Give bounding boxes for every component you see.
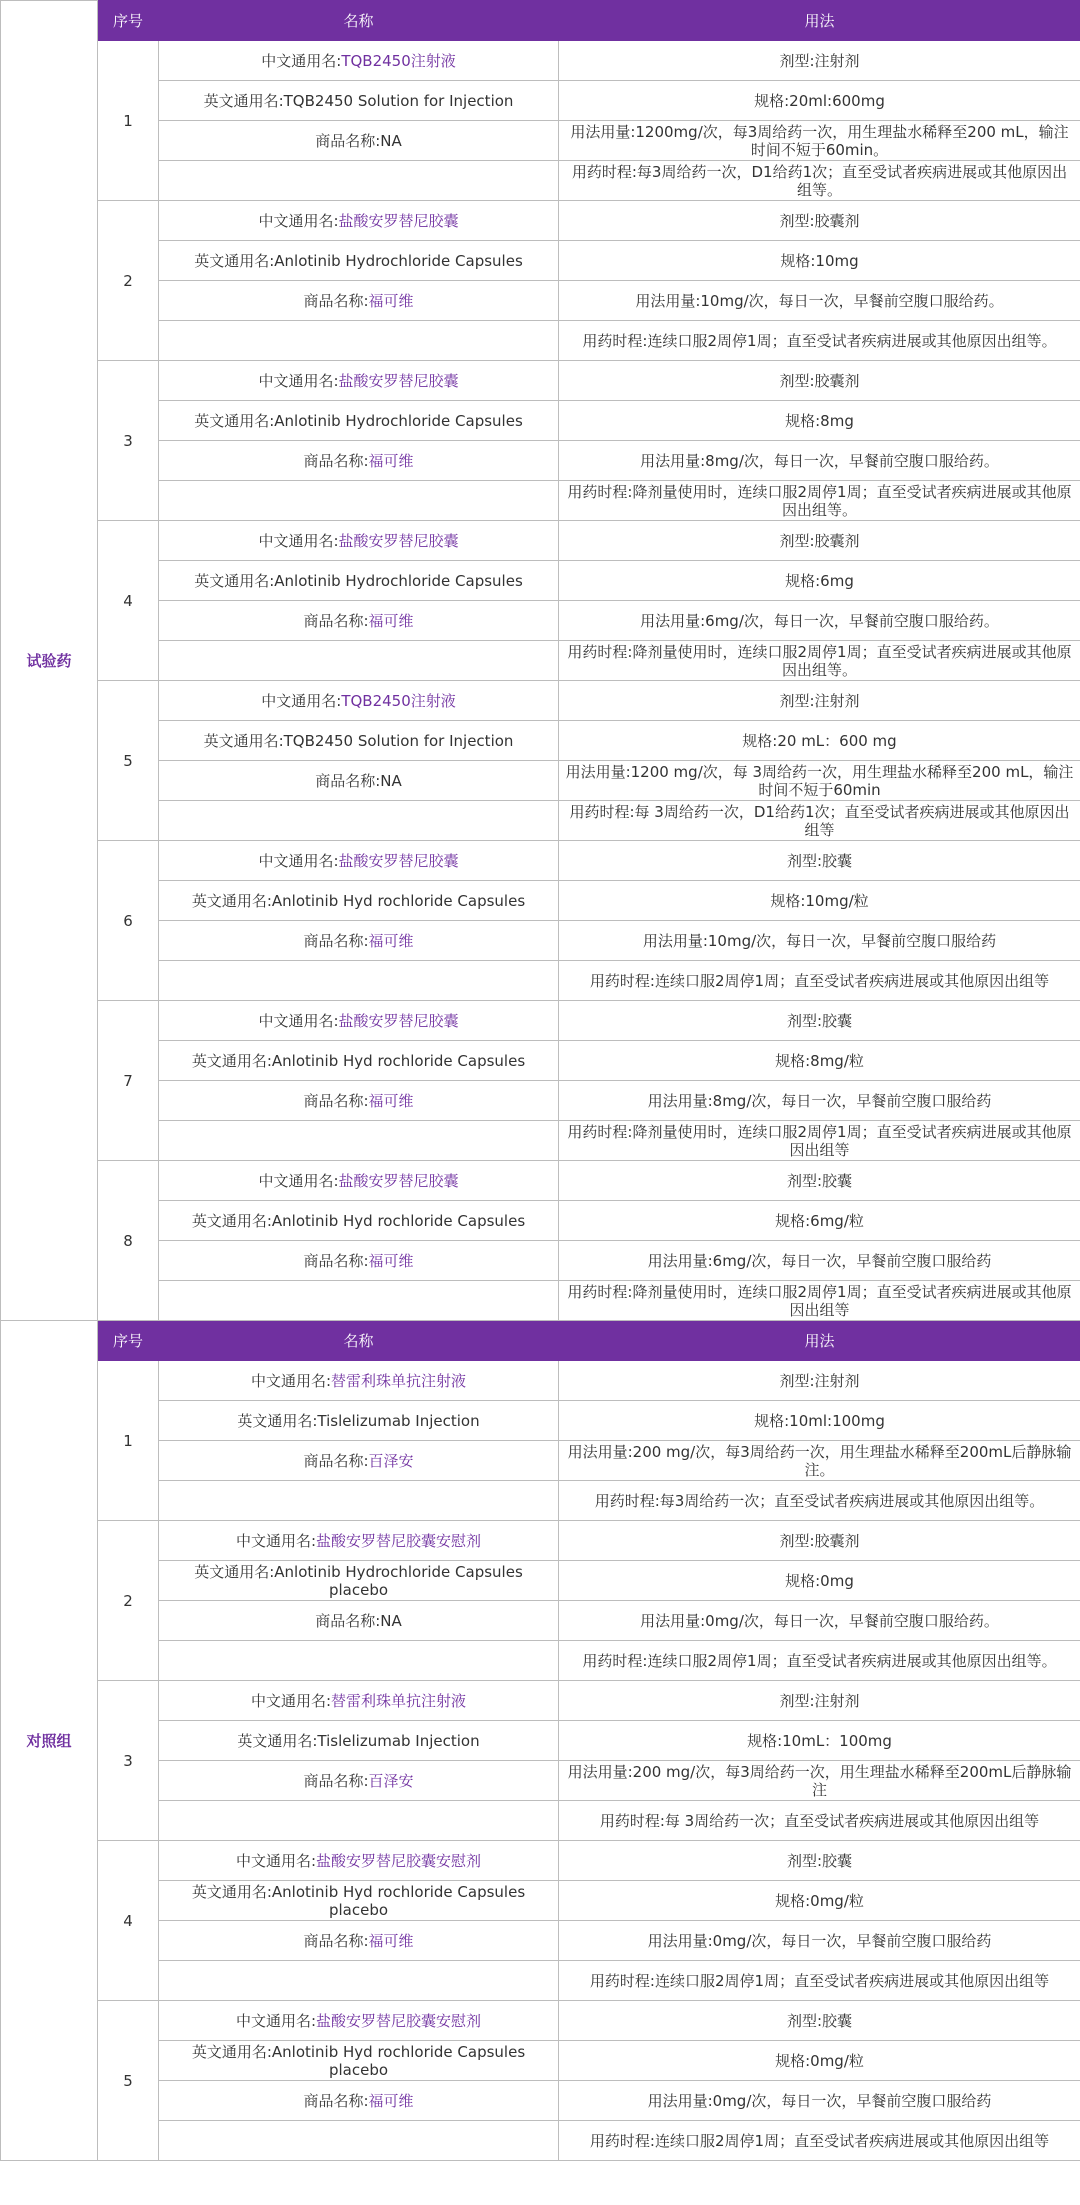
name-prefix: 英文通用名:: [194, 411, 275, 430]
table-row: [1, 1441, 1080, 1481]
table-row: [1, 1721, 1080, 1761]
usage-cell: 用法用量:6mg/次，每日一次，早餐前空腹口服给药。: [559, 601, 1080, 641]
table-row: [1, 1281, 1080, 1321]
usage-cell: 规格:10mg/粒: [559, 881, 1080, 921]
name-cell: [159, 2081, 559, 2121]
table-row: [1, 2001, 1080, 2041]
name-value: NA: [380, 771, 402, 790]
name-cell: [159, 41, 559, 81]
usage-cell: 用法用量:8mg/次，每日一次，早餐前空腹口服给药。: [559, 441, 1080, 481]
name-cell: [159, 1041, 559, 1081]
name-prefix: 中文通用名:: [258, 211, 339, 230]
table-row: [1, 1601, 1080, 1641]
table-row: [1, 1641, 1080, 1681]
usage-cell: 规格:8mg/粒: [559, 1041, 1080, 1081]
usage-cell: 规格:8mg: [559, 401, 1080, 441]
name-value: 盐酸安罗替尼胶囊安慰剂: [316, 2011, 482, 2030]
name-value: TQB2450 Solution for Injection: [283, 91, 514, 110]
usage-cell: 剂型:胶囊: [559, 841, 1080, 881]
name-cell: [159, 961, 559, 1001]
table-row: [1, 1041, 1080, 1081]
name-cell: [159, 1161, 559, 1201]
name-prefix: 中文通用名:: [258, 851, 339, 870]
name-prefix: 商品名称:: [303, 291, 369, 310]
name-cell: [159, 1721, 559, 1761]
name-value: Anlotinib Hyd rochloride Capsules placebo: [271, 2042, 526, 2079]
name-cell: [159, 1201, 559, 1241]
name-cell: [159, 1441, 559, 1481]
name-cell: [159, 201, 559, 241]
name-prefix: 商品名称:: [303, 1091, 369, 1110]
name-value: Tislelizumab Injection: [317, 1731, 480, 1750]
usage-cell: 剂型:胶囊剂: [559, 361, 1080, 401]
usage-cell: 用法用量:1200mg/次，每3周给药一次，用生理盐水稀释至200 mL，输注时间不短于60min。: [559, 121, 1080, 161]
name-value: 替雷利珠单抗注射液: [331, 1371, 467, 1390]
name-prefix: 中文通用名:: [258, 531, 339, 550]
usage-cell: 剂型:胶囊: [559, 1841, 1080, 1881]
usage-cell: 剂型:胶囊: [559, 2001, 1080, 2041]
table-row: [1, 881, 1080, 921]
name-cell: [159, 921, 559, 961]
usage-cell: 剂型:胶囊: [559, 1001, 1080, 1041]
table-row: [1, 961, 1080, 1001]
usage-cell: 用法用量:200 mg/次，每3周给药一次，用生理盐水稀释至200mL后静脉输注。: [559, 1441, 1080, 1481]
name-cell: [159, 641, 559, 681]
name-prefix: 中文通用名:: [235, 1531, 317, 1550]
name-value: TQB2450 Solution for Injection: [283, 731, 514, 750]
table-row: [1, 1241, 1080, 1281]
table-row: [1, 441, 1080, 481]
name-value: 盐酸安罗替尼胶囊: [338, 851, 459, 870]
table-row: [1, 1841, 1080, 1881]
usage-cell: 剂型:胶囊剂: [559, 1521, 1080, 1561]
table-row: [1, 2081, 1080, 2121]
name-cell: [159, 521, 559, 561]
usage-cell: 用法用量:8mg/次，每日一次，早餐前空腹口服给药: [559, 1081, 1080, 1121]
name-prefix: 中文通用名:: [258, 371, 339, 390]
usage-cell: 用法用量:0mg/次，每日一次，早餐前空腹口服给药。: [559, 1601, 1080, 1641]
name-prefix: 商品名称:: [303, 451, 369, 470]
table-row: [1, 1401, 1080, 1441]
name-prefix: 英文通用名:: [203, 731, 284, 750]
name-cell: [159, 561, 559, 601]
usage-cell: 用药时程:降剂量使用时，连续口服2周停1周；直至受试者疾病进展或其他原因出组等。: [559, 641, 1080, 681]
usage-cell: 用药时程:每3周给药一次；直至受试者疾病进展或其他原因出组等。: [559, 1481, 1080, 1521]
table-row: [1, 401, 1080, 441]
name-value: 福可维: [368, 1251, 414, 1270]
usage-cell: 用药时程:连续口服2周停1周；直至受试者疾病进展或其他原因出组等: [559, 1961, 1080, 2001]
seq-number: 6: [98, 841, 159, 1001]
table-row: [1, 841, 1080, 881]
table-row: [1, 1801, 1080, 1841]
header-name: 名称: [159, 1321, 559, 1361]
name-prefix: 商品名称:: [315, 771, 381, 790]
usage-cell: 规格:6mg/粒: [559, 1201, 1080, 1241]
usage-cell: 剂型:胶囊剂: [559, 201, 1080, 241]
seq-number: 3: [98, 361, 159, 521]
table-row: [1, 1561, 1080, 1601]
name-value: 盐酸安罗替尼胶囊: [338, 1011, 459, 1030]
table-row: [1, 601, 1080, 641]
name-value: NA: [380, 131, 402, 150]
name-cell: [159, 2121, 559, 2161]
name-cell: [159, 281, 559, 321]
table-row: [1, 1521, 1080, 1561]
usage-cell: 规格:0mg/粒: [559, 2041, 1080, 2081]
name-cell: [159, 1601, 559, 1641]
seq-number: 1: [98, 41, 159, 201]
name-cell: [159, 1521, 559, 1561]
table-row: [1, 641, 1080, 681]
table-row: [1, 1681, 1080, 1721]
name-cell: [159, 361, 559, 401]
usage-cell: 规格:10mL：100mg: [559, 1721, 1080, 1761]
table-header-row: [1, 1321, 1080, 1361]
usage-cell: 规格:20ml:600mg: [559, 81, 1080, 121]
usage-cell: 规格:0mg: [559, 1561, 1080, 1601]
name-cell: [159, 1241, 559, 1281]
name-cell: [159, 121, 559, 161]
name-prefix: 中文通用名:: [250, 1371, 332, 1390]
name-value: TQB2450注射液: [341, 691, 456, 710]
usage-cell: 规格:0mg/粒: [559, 1881, 1080, 1921]
table-row: [1, 801, 1080, 841]
name-prefix: 英文通用名:: [194, 571, 275, 590]
table-row: [1, 1961, 1080, 2001]
name-prefix: 商品名称:: [303, 611, 369, 630]
name-cell: [159, 241, 559, 281]
name-value: 盐酸安罗替尼胶囊: [338, 531, 459, 550]
name-prefix: 中文通用名:: [258, 1011, 339, 1030]
usage-cell: 剂型:注射剂: [559, 1361, 1080, 1401]
name-cell: [159, 481, 559, 521]
name-cell: [159, 2001, 559, 2041]
table-row: [1, 81, 1080, 121]
table-row: [1, 241, 1080, 281]
seq-number: 5: [98, 681, 159, 841]
seq-number: 3: [98, 1681, 159, 1841]
name-prefix: 商品名称:: [303, 931, 369, 950]
table-row: [1, 481, 1080, 521]
name-cell: [159, 1681, 559, 1721]
name-prefix: 商品名称:: [303, 1771, 369, 1790]
table-header-row: [1, 1, 1080, 41]
table-row: [1, 1761, 1080, 1801]
name-cell: [159, 1761, 559, 1801]
seq-number: 2: [98, 1521, 159, 1681]
name-prefix: 英文通用名:: [237, 1731, 318, 1750]
name-prefix: 中文通用名:: [235, 2011, 317, 2030]
name-prefix: 中文通用名:: [261, 691, 342, 710]
table-row: [1, 1361, 1080, 1401]
name-prefix: 中文通用名:: [261, 51, 342, 70]
table-row: [1, 1201, 1080, 1241]
name-cell: [159, 1561, 559, 1601]
name-prefix: 商品名称:: [303, 2091, 369, 2110]
usage-cell: 规格:6mg: [559, 561, 1080, 601]
usage-cell: 剂型:注射剂: [559, 1681, 1080, 1721]
name-prefix: 中文通用名:: [250, 1691, 332, 1710]
name-value: 福可维: [368, 451, 414, 470]
name-prefix: 中文通用名:: [235, 1851, 317, 1870]
table-row: [1, 281, 1080, 321]
name-value: 盐酸安罗替尼胶囊: [338, 371, 459, 390]
table-row: [1, 41, 1080, 81]
usage-cell: 用药时程:连续口服2周停1周；直至受试者疾病进展或其他原因出组等。: [559, 321, 1080, 361]
header-usage: 用法: [559, 1321, 1080, 1361]
name-cell: [159, 441, 559, 481]
table-row: [1, 521, 1080, 561]
name-cell: [159, 841, 559, 881]
usage-cell: 用药时程:连续口服2周停1周；直至受试者疾病进展或其他原因出组等。: [559, 1641, 1080, 1681]
usage-cell: 用法用量:0mg/次，每日一次，早餐前空腹口服给药: [559, 1921, 1080, 1961]
name-prefix: 商品名称:: [315, 1611, 381, 1630]
usage-cell: 用药时程:每 3周给药一次；直至受试者疾病进展或其他原因出组等: [559, 1801, 1080, 1841]
name-value: Anlotinib Hyd rochloride Capsules: [271, 1211, 526, 1230]
name-cell: [159, 801, 559, 841]
table-row: [1, 321, 1080, 361]
usage-cell: 用法用量:10mg/次，每日一次，早餐前空腹口服给药: [559, 921, 1080, 961]
seq-number: 1: [98, 1361, 159, 1521]
usage-cell: 用法用量:0mg/次，每日一次，早餐前空腹口服给药: [559, 2081, 1080, 2121]
usage-cell: 剂型:注射剂: [559, 41, 1080, 81]
usage-cell: 用药时程:连续口服2周停1周；直至受试者疾病进展或其他原因出组等: [559, 2121, 1080, 2161]
name-cell: [159, 2041, 559, 2081]
table-row: [1, 2121, 1080, 2161]
table-row: [1, 161, 1080, 201]
name-prefix: 英文通用名:: [191, 2042, 272, 2061]
usage-cell: 用药时程:每 3周给药一次，D1给药1次；直至受试者疾病进展或其他原因出组等: [559, 801, 1080, 841]
name-value: 盐酸安罗替尼胶囊: [338, 211, 459, 230]
name-prefix: 英文通用名:: [191, 1051, 272, 1070]
group-label: 对照组: [1, 1321, 98, 2161]
name-value: 百泽安: [368, 1771, 414, 1790]
usage-cell: 用法用量:200 mg/次，每3周给药一次，用生理盐水稀释至200mL后静脉输注: [559, 1761, 1080, 1801]
name-cell: [159, 1081, 559, 1121]
header-seq: 序号: [98, 1321, 159, 1361]
table-row: [1, 2041, 1080, 2081]
table-row: [1, 1921, 1080, 1961]
name-value: Anlotinib Hydrochloride Capsules: [274, 571, 523, 590]
name-prefix: 商品名称:: [303, 1931, 369, 1950]
table-row: [1, 761, 1080, 801]
usage-cell: 剂型:注射剂: [559, 681, 1080, 721]
usage-cell: 用药时程:降剂量使用时，连续口服2周停1周；直至受试者疾病进展或其他原因出组等。: [559, 481, 1080, 521]
name-cell: [159, 1401, 559, 1441]
name-cell: [159, 1281, 559, 1321]
usage-cell: 剂型:胶囊: [559, 1161, 1080, 1201]
name-value: 福可维: [368, 2091, 414, 2110]
table-row: [1, 921, 1080, 961]
seq-number: 7: [98, 1001, 159, 1161]
name-prefix: 中文通用名:: [258, 1171, 339, 1190]
name-prefix: 英文通用名:: [203, 91, 284, 110]
table-row: [1, 1121, 1080, 1161]
name-cell: [159, 1801, 559, 1841]
name-cell: [159, 681, 559, 721]
table-row: [1, 361, 1080, 401]
usage-cell: 用药时程:连续口服2周停1周；直至受试者疾病进展或其他原因出组等: [559, 961, 1080, 1001]
name-prefix: 商品名称:: [315, 131, 381, 150]
seq-number: 5: [98, 2001, 159, 2161]
name-cell: [159, 161, 559, 201]
name-cell: [159, 881, 559, 921]
name-cell: [159, 601, 559, 641]
name-cell: [159, 1921, 559, 1961]
name-cell: [159, 721, 559, 761]
name-value: 盐酸安罗替尼胶囊安慰剂: [316, 1851, 482, 1870]
table-row: [1, 681, 1080, 721]
table-row: [1, 1081, 1080, 1121]
name-cell: [159, 1841, 559, 1881]
name-value: 福可维: [368, 931, 414, 950]
header-usage: 用法: [559, 1, 1080, 41]
table-body: [1, 1, 1080, 2161]
name-value: TQB2450注射液: [341, 51, 456, 70]
name-cell: [159, 1001, 559, 1041]
table-row: [1, 1001, 1080, 1041]
name-value: Tislelizumab Injection: [317, 1411, 480, 1430]
name-value: 福可维: [368, 1091, 414, 1110]
usage-cell: 用药时程:降剂量使用时，连续口服2周停1周；直至受试者疾病进展或其他原因出组等: [559, 1281, 1080, 1321]
name-value: 替雷利珠单抗注射液: [331, 1691, 467, 1710]
name-prefix: 英文通用名:: [191, 1211, 272, 1230]
name-cell: [159, 1361, 559, 1401]
name-value: 盐酸安罗替尼胶囊: [338, 1171, 459, 1190]
table-row: [1, 1881, 1080, 1921]
name-value: 盐酸安罗替尼胶囊安慰剂: [316, 1531, 482, 1550]
name-value: 福可维: [368, 611, 414, 630]
seq-number: 4: [98, 1841, 159, 2001]
usage-cell: 用法用量:10mg/次，每日一次，早餐前空腹口服给药。: [559, 281, 1080, 321]
usage-cell: 规格:20 mL：600 mg: [559, 721, 1080, 761]
name-cell: [159, 1881, 559, 1921]
name-cell: [159, 1481, 559, 1521]
name-value: Anlotinib Hyd rochloride Capsules: [271, 891, 526, 910]
seq-number: 2: [98, 201, 159, 361]
name-prefix: 英文通用名:: [194, 1562, 275, 1581]
name-value: NA: [380, 1611, 402, 1630]
name-prefix: 英文通用名:: [237, 1411, 318, 1430]
usage-cell: 用药时程:每3周给药一次，D1给药1次；直至受试者疾病进展或其他原因出组等。: [559, 161, 1080, 201]
group-label: 试验药: [1, 1, 98, 1321]
name-cell: [159, 1961, 559, 2001]
usage-cell: 用法用量:6mg/次，每日一次，早餐前空腹口服给药: [559, 1241, 1080, 1281]
seq-number: 8: [98, 1161, 159, 1321]
name-value: Anlotinib Hydrochloride Capsules placebo: [274, 1562, 523, 1599]
name-prefix: 英文通用名:: [194, 251, 275, 270]
usage-cell: 剂型:胶囊剂: [559, 521, 1080, 561]
header-seq: 序号: [98, 1, 159, 41]
name-cell: [159, 321, 559, 361]
usage-cell: 用药时程:降剂量使用时，连续口服2周停1周；直至受试者疾病进展或其他原因出组等: [559, 1121, 1080, 1161]
name-cell: [159, 1641, 559, 1681]
usage-cell: 规格:10mg: [559, 241, 1080, 281]
name-value: 百泽安: [368, 1451, 414, 1470]
name-value: Anlotinib Hydrochloride Capsules: [274, 251, 523, 270]
usage-cell: 用法用量:1200 mg/次，每 3周给药一次，用生理盐水稀释至200 mL，输注时间不短于60min: [559, 761, 1080, 801]
table-row: [1, 121, 1080, 161]
table-row: [1, 721, 1080, 761]
name-prefix: 英文通用名:: [191, 1882, 272, 1901]
header-name: 名称: [159, 1, 559, 41]
name-prefix: 英文通用名:: [191, 891, 272, 910]
table-row: [1, 1161, 1080, 1201]
name-prefix: 商品名称:: [303, 1251, 369, 1270]
name-cell: [159, 761, 559, 801]
usage-cell: 规格:10ml:100mg: [559, 1401, 1080, 1441]
name-value: Anlotinib Hydrochloride Capsules: [274, 411, 523, 430]
name-cell: [159, 1121, 559, 1161]
name-value: 福可维: [368, 291, 414, 310]
table-row: [1, 561, 1080, 601]
name-value: 福可维: [368, 1931, 414, 1950]
name-cell: [159, 401, 559, 441]
seq-number: 4: [98, 521, 159, 681]
table-row: [1, 1481, 1080, 1521]
name-value: Anlotinib Hyd rochloride Capsules placebo: [271, 1882, 526, 1919]
table-row: [1, 201, 1080, 241]
name-value: Anlotinib Hyd rochloride Capsules: [271, 1051, 526, 1070]
name-cell: [159, 81, 559, 121]
name-prefix: 商品名称:: [303, 1451, 369, 1470]
